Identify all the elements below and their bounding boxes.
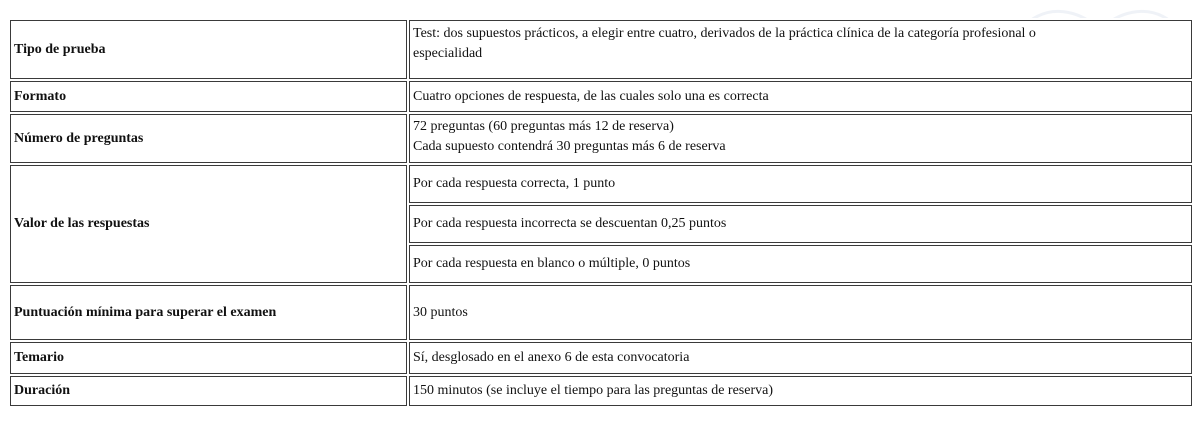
row-value xyxy=(409,114,1192,163)
table-row-duracion xyxy=(10,376,1192,406)
row-value: 30 puntos xyxy=(409,285,1192,340)
row-label: Puntuación mínima para superar el examen xyxy=(10,285,407,340)
row-label: Formato xyxy=(10,81,407,112)
row-value: Por cada respuesta correcta, 1 punto xyxy=(409,165,1192,203)
value-line: 72 preguntas (60 preguntas más 12 de reserva) xyxy=(413,119,674,134)
row-value: Cuatro opciones de respuesta, de las cuales solo una es correcta xyxy=(409,81,1192,112)
row-label: Valor de las respuestas xyxy=(10,165,407,283)
row-label: Número de preguntas xyxy=(10,114,407,163)
value-line: especialidad xyxy=(413,46,483,61)
row-value: 150 minutos (se incluye el tiempo para las preguntas de reserva) xyxy=(409,376,1192,406)
exam-info-table xyxy=(8,18,1194,408)
row-value xyxy=(409,20,1192,79)
row-label: Duración xyxy=(10,376,407,406)
value-line: Test: dos supuestos prácticos, a elegir entre cuatro, derivados de la práctica clínica de la categoría profesional o xyxy=(413,26,1036,41)
table-row-valor-respuestas xyxy=(10,165,1192,203)
table-row-tipo-prueba xyxy=(10,20,1192,79)
table-row-numero-preguntas xyxy=(10,114,1192,163)
table-row-formato xyxy=(10,81,1192,112)
table-row-temario xyxy=(10,342,1192,374)
row-value: Por cada respuesta en blanco o múltiple, 0 puntos xyxy=(409,245,1192,283)
value-line: Cada supuesto contendrá 30 preguntas más 6 de reserva xyxy=(413,139,726,154)
row-label: Temario xyxy=(10,342,407,374)
row-value: Sí, desglosado en el anexo 6 de esta convocatoria xyxy=(409,342,1192,374)
table-row-puntuacion-minima xyxy=(10,285,1192,340)
row-label: Tipo de prueba xyxy=(10,20,407,79)
row-value: Por cada respuesta incorrecta se descuentan 0,25 puntos xyxy=(409,205,1192,243)
